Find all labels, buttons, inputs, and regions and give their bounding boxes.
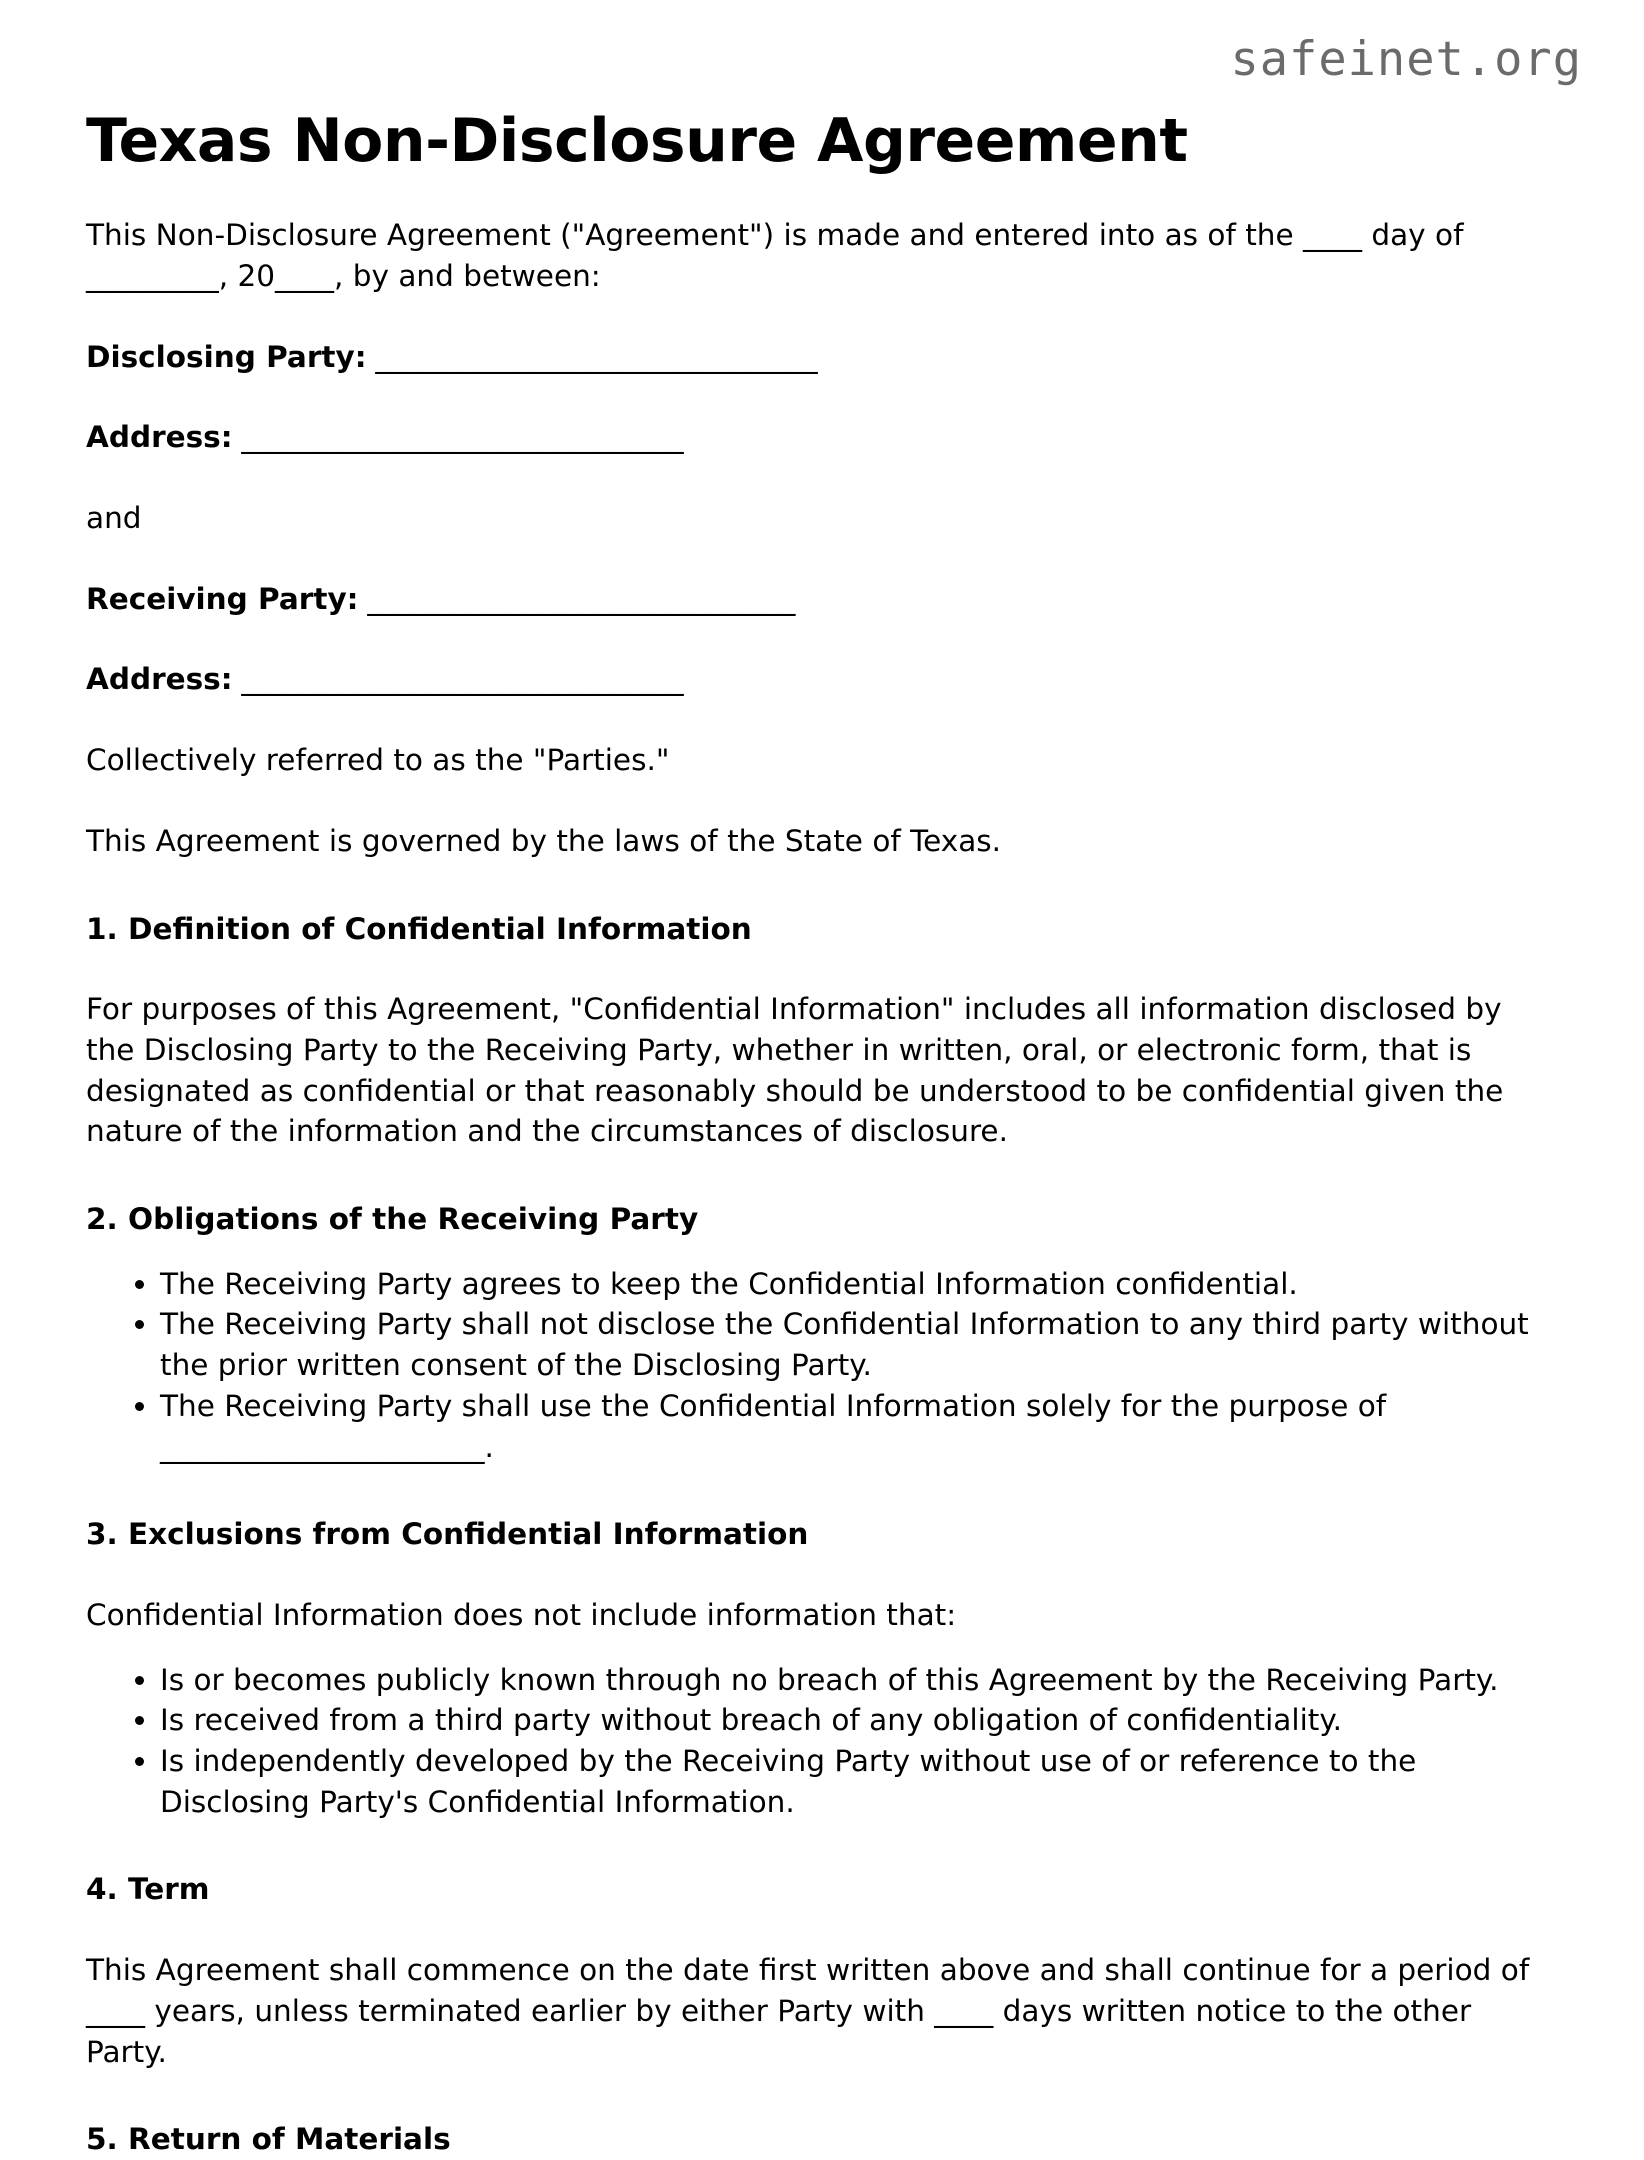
receiving-party-blank: ______________________________ [358, 581, 795, 616]
receiving-address-blank: _______________________________ [232, 662, 684, 697]
disclosing-address-blank: _______________________________ [232, 420, 684, 455]
disclosing-address-field [86, 377, 1556, 458]
receiving-party-label: Receiving Party: [86, 581, 359, 616]
disclosing-party-blank: _______________________________ [366, 339, 818, 374]
list-item: • The Receiving Party agrees to keep the Confidential Information confidential. [160, 1264, 1556, 1305]
party-conjunction: and [86, 501, 142, 535]
section-3-bullet-list [86, 1636, 1556, 1823]
section-heading-1: 1. Definition of Confidential Information [86, 911, 752, 946]
document-content [86, 0, 1556, 2160]
section-heading-2: 2. Obligations of the Receiving Party [86, 1202, 699, 1237]
section-heading-3: 3. Exclusions from Confidential Information [86, 1517, 809, 1552]
list-item: • Is independently developed by the Receiving Party without use of or reference to the Disclosing Party's Confidential Information. [160, 1741, 1556, 1822]
section-2-bullet-list [86, 1240, 1556, 1468]
section-3-lead: Confidential Information does not include information that: [86, 1597, 957, 1632]
receiving-address-field [86, 619, 1556, 700]
disclosing-address-label: Address: [86, 420, 233, 455]
list-item: • Is or becomes publicly known through no breach of this Agreement by the Receiving Party. [160, 1660, 1556, 1701]
collectively-paragraph: Collectively referred to as the "Parties." [86, 743, 670, 778]
intro-paragraph: This Non-Disclosure Agreement ("Agreement") is made and entered into as of the ____ day of _________, 20____, by and between: [86, 218, 1464, 293]
section-body-1: For purposes of this Agreement, "Confidential Information" includes all information disclosed by the Disclosing Party to the Receiving Party, whether in written, oral, or electronic form, that is designated as confidential or that reasonably should be understood to be confidential given the nature of the information and the circumstances of disclosure. [86, 992, 1504, 1149]
governing-law-paragraph: This Agreement is governed by the laws of the State of Texas. [86, 823, 1002, 858]
receiving-party-field [86, 539, 1556, 620]
section-body-4: This Agreement shall commence on the date first written above and shall continue for a period of ____ years, unless terminated earlier by either Party with ____ days written notice to the other Party. [86, 1953, 1530, 2069]
list-item: • The Receiving Party shall use the Confidential Information solely for the purpose of ______________________. [160, 1386, 1556, 1467]
receiving-address-label: Address: [86, 662, 233, 697]
page-title: Texas Non-Disclosure Agreement [86, 106, 1188, 176]
list-item: • Is received from a third party without breach of any obligation of confidentiality. [160, 1700, 1556, 1741]
site-watermark: safeinet.org [1230, 32, 1582, 87]
disclosing-party-field [86, 297, 1556, 378]
section-heading-4: 4. Term [86, 1872, 210, 1907]
list-item: • The Receiving Party shall not disclose the Confidential Information to any third party without the prior written consent of the Disclosing Party. [160, 1304, 1556, 1385]
disclosing-party-label: Disclosing Party: [86, 339, 367, 374]
section-heading-5: 5. Return of Materials [86, 2122, 451, 2157]
